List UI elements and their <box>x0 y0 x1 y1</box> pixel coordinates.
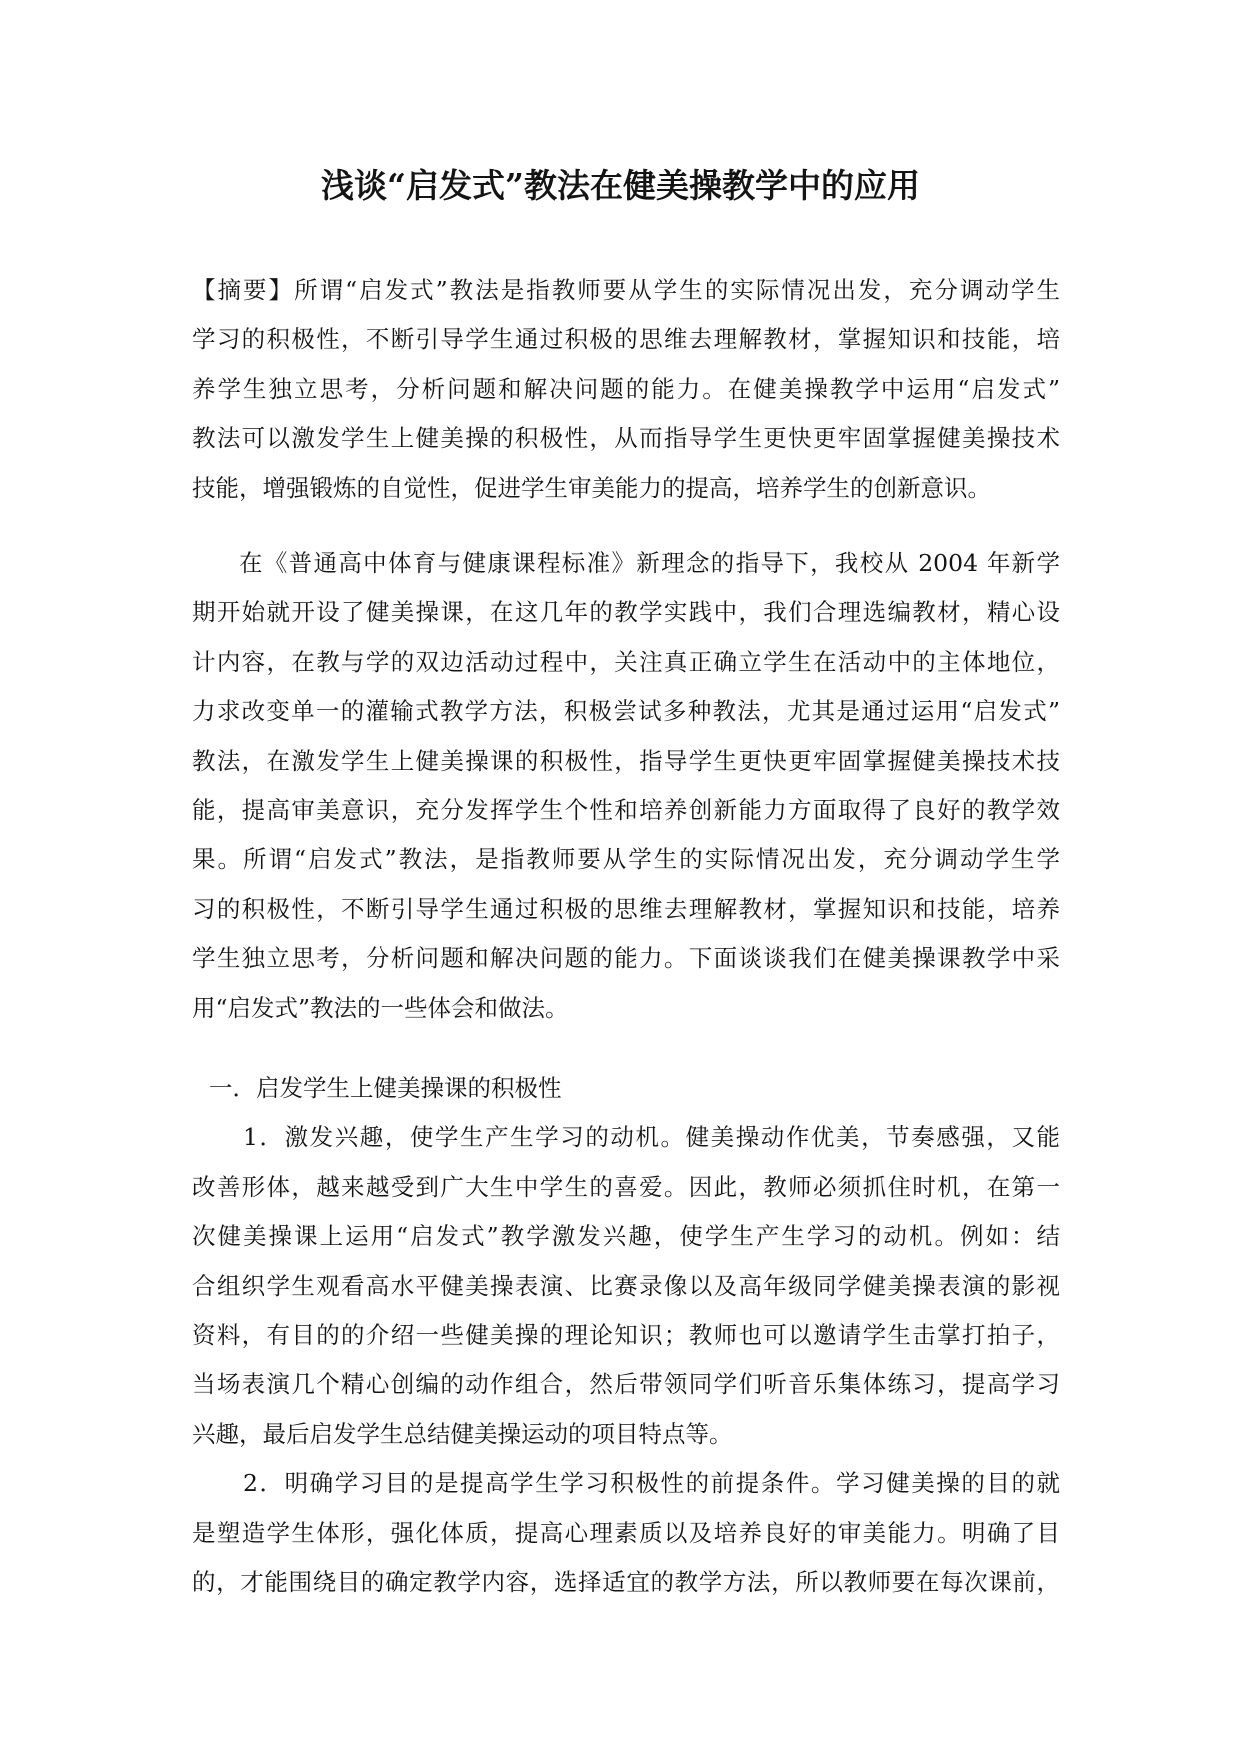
paragraph-line: 教法，在激发学生上健美操课的积极性，指导学生更快更牢固掌握健美操技术技 <box>192 746 1060 775</box>
abstract-line: 养学生独立思考，分析问题和解决问题的能力。在健美操教学中运用“启发式” <box>192 374 1060 403</box>
item-line: 合组织学生观看高水平健美操表演、比赛录像以及高年级同学健美操表演的影视 <box>192 1271 1060 1300</box>
item-line: 改善形体，越来越受到广大生中学生的喜爱。因此，教师必须抓住时机，在第一 <box>192 1172 1060 1201</box>
paragraph-line: 能，提高审美意识，充分发挥学生个性和培养创新能力方面取得了良好的教学效 <box>192 795 1060 824</box>
paragraph-line: 学生独立思考，分析问题和解决问题的能力。下面谈谈我们在健美操课教学中采 <box>192 944 1060 973</box>
item-line: 资料，有目的的介绍一些健美操的理论知识；教师也可以邀请学生击掌打拍子， <box>192 1320 1060 1349</box>
abstract <box>192 266 1060 513</box>
item-text: 明确学习目的是提高学生学习积极性的前提条件。学习健美操的目的就 <box>284 1469 1061 1498</box>
item-number: 2． <box>243 1469 285 1498</box>
section-title: 启发学生上健美操课的积极性 <box>256 1074 562 1102</box>
paragraph-line: 计内容，在教与学的双边活动过程中，关注真正确立学生在活动中的主体地位， <box>192 647 1060 676</box>
item-line <box>192 1459 1060 1508</box>
list-item <box>192 1459 1060 1607</box>
item-line: 兴趣，最后启发学生总结健美操运动的项目特点等。 <box>192 1419 733 1448</box>
list-item <box>192 1113 1060 1459</box>
item-text: 激发兴趣，使学生产生学习的动机。健美操动作优美，节奏感强，又能 <box>284 1123 1061 1152</box>
item-number: 1． <box>243 1123 285 1152</box>
item-line <box>192 1113 1060 1162</box>
item-line: 当场表演几个精心创编的动作组合，然后带领同学们听音乐集体练习，提高学习 <box>192 1370 1060 1399</box>
abstract-line: 学习的积极性，不断引导学生通过积极的思维去理解教材，掌握知识和技能，培 <box>192 325 1060 354</box>
paragraph-line: 力求改变单一的灌输式教学方法，积极尝试多种教法，尤其是通过运用“启发式” <box>192 697 1060 726</box>
item-line: 次健美操课上运用“启发式”教学激发兴趣，使学生产生学习的动机。例如：结 <box>192 1222 1060 1251</box>
abstract-line <box>192 266 1060 315</box>
paragraph-line: 在《普通高中体育与健康课程标准》新理念的指导下，我校从 2004 年新学 <box>239 549 1060 577</box>
paragraph-line: 果。所谓“启发式”教法，是指教师要从学生的实际情况出发，充分调动学生学 <box>192 845 1060 874</box>
abstract-line: 教法可以激发学生上健美操的积极性，从而指导学生更快更牢固掌握健美操技术 <box>192 424 1060 453</box>
paragraph-line: 用“启发式”教法的一些体会和做法。 <box>192 993 569 1022</box>
section-heading <box>192 1064 1060 1113</box>
paragraph-line: 习的积极性，不断引导学生通过积极的思维去理解教材，掌握知识和技能，培养 <box>192 894 1060 923</box>
section-number: 一． <box>209 1074 256 1102</box>
abstract-label: 【摘要】 <box>192 276 295 304</box>
section <box>192 1064 1060 1607</box>
item-line: 的，才能围绕目的确定教学内容，选择适宜的教学方法，所以教师要在每次课前， <box>192 1567 1060 1596</box>
document-title: 浅谈“启发式”教法在健美操教学中的应用 <box>321 166 920 205</box>
intro-paragraph <box>192 539 1060 1033</box>
abstract-text: 所谓“启发式”教法是指教师要从学生的实际情况出发，充分调动学生 <box>294 276 1061 304</box>
item-line: 是塑造学生体形，强化体质，提高心理素质以及培养良好的审美能力。明确了目 <box>192 1518 1060 1547</box>
paragraph-line: 期开始就开设了健美操课，在这几年的教学实践中，我们合理选编教材，精心设 <box>192 598 1060 627</box>
abstract-line: 技能，增强锻炼的自觉性，促进学生审美能力的提高，培养学生的创新意识。 <box>192 473 991 502</box>
